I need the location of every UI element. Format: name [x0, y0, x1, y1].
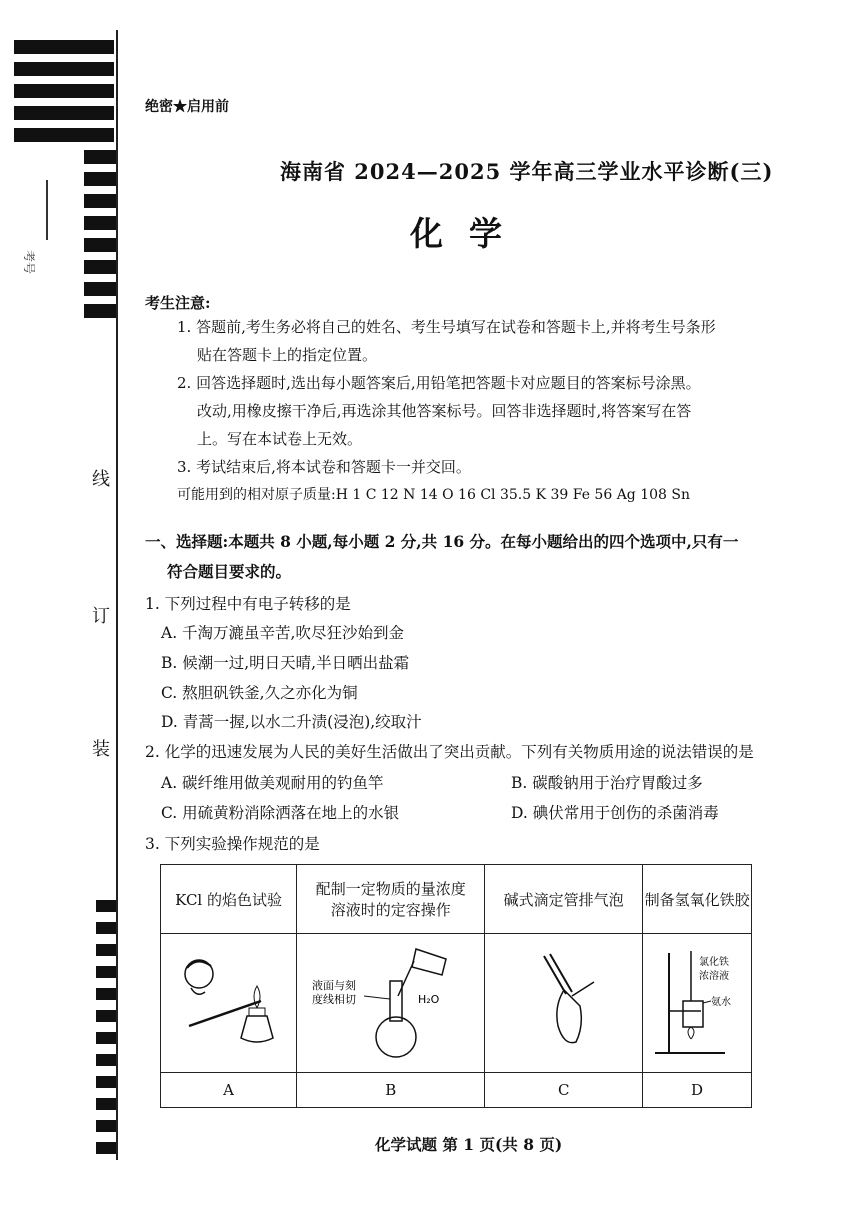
- side-label: 考号: [22, 250, 36, 275]
- notice-line: 上。写在本试卷上无效。: [197, 430, 363, 448]
- notice-heading: 考生注意:: [145, 294, 211, 312]
- figure-d: [643, 934, 752, 1073]
- binding-stripe: [96, 922, 116, 934]
- q2-option-b: B. 碳酸钠用于治疗胃酸过多: [511, 774, 703, 792]
- binding-stripe: [84, 282, 116, 296]
- page-footer: 化学试题 第 1 页(共 8 页): [375, 1135, 563, 1154]
- side-char-zhuang: 装: [92, 739, 110, 760]
- figure-d-label1: 氯化铁: [699, 957, 730, 968]
- q1-option-b: B. 候潮一过,明日天晴,半日晒出盐霜: [161, 654, 410, 672]
- exam-title: 海南省 2024—2025 学年高三学业水平诊断(三): [280, 159, 774, 184]
- binding-stripe: [96, 1120, 116, 1132]
- binding-stripe: [84, 172, 116, 186]
- section-heading-cont: 符合题目要求的。: [167, 562, 292, 581]
- binding-stripe: [84, 260, 116, 274]
- binding-line: [116, 30, 118, 1160]
- figure-c: [485, 934, 643, 1073]
- figure-b-h2o: H₂O: [417, 993, 440, 1006]
- figure-b-label2: 度线相切: [311, 993, 356, 1006]
- subject-title: 化学: [410, 214, 528, 253]
- notice-line: 2. 回答选择题时,选出每小题答案后,用铅笔把答题卡对应题目的答案标号涂黑。: [177, 374, 701, 392]
- side-char-ding: 订: [92, 606, 110, 627]
- figure-d-label2: 浓溶液: [699, 971, 730, 982]
- secret-mark: 绝密★启用前: [145, 99, 229, 115]
- colloid-figure: [645, 941, 749, 1061]
- binding-stripe: [84, 150, 116, 164]
- table-header-d: 制备氢氧化铁胶: [643, 865, 752, 934]
- binding-stripe: [84, 194, 116, 208]
- q3-stem: 3. 下列实验操作规范的是: [145, 835, 320, 853]
- binding-stripe: [14, 40, 114, 54]
- binding-stripe: [84, 216, 116, 230]
- side-dash: [46, 180, 48, 240]
- q2-option-c: C. 用硫黄粉消除洒落在地上的水银: [161, 804, 400, 822]
- binding-stripe: [96, 1032, 116, 1044]
- option-label-c: C: [485, 1073, 643, 1108]
- option-label-a: A: [161, 1073, 297, 1108]
- binding-stripe: [96, 1054, 116, 1066]
- table-header-c: 碱式滴定管排气泡: [485, 865, 643, 934]
- notice-line: 改动,用橡皮擦干净后,再选涂其他答案标号。回答非选择题时,将答案写在答: [197, 402, 692, 420]
- q2-option-d: D. 碘伏常用于创伤的杀菌消毒: [511, 804, 719, 822]
- atomic-mass-line: 可能用到的相对原子质量:H 1 C 12 N 14 O 16 Cl 35.5 K 39 Fe 56 Ag 108 Sn: [177, 487, 691, 503]
- figure-b: [297, 934, 485, 1073]
- figure-d-label3: 氨水: [711, 997, 732, 1008]
- binding-stripe: [96, 1142, 116, 1154]
- q1-option-d: D. 青蒿一握,以水二升渍(浸泡),绞取汁: [161, 713, 422, 731]
- volumetric-flask-figure: [306, 941, 476, 1061]
- q2-option-a: A. 碳纤维用做美观耐用的钓鱼竿: [161, 774, 384, 792]
- figure-a: [161, 934, 297, 1073]
- binding-stripe: [14, 84, 114, 98]
- q3-experiment-table: [160, 864, 752, 1108]
- binding-stripe: [14, 62, 114, 76]
- binding-stripe: [96, 1076, 116, 1088]
- notice-line: 1. 答题前,考生务必将自己的姓名、考生号填写在试卷和答题卡上,并将考生号条形: [177, 318, 716, 336]
- q1-option-a: A. 千淘万漉虽辛苦,吹尽狂沙始到金: [161, 624, 404, 642]
- binding-stripe: [14, 106, 114, 120]
- binding-stripe: [96, 944, 116, 956]
- binding-stripe: [96, 1098, 116, 1110]
- binding-stripe: [84, 238, 116, 252]
- notice-line: 贴在答题卡上的指定位置。: [197, 346, 378, 364]
- flame-test-figure: [169, 946, 289, 1056]
- binding-stripe: [96, 966, 116, 978]
- section-heading: 一、选择题:本题共 8 小题,每小题 2 分,共 16 分。在每小题给出的四个选项中,只有一: [145, 532, 739, 551]
- option-label-b: B: [297, 1073, 485, 1108]
- q1-stem: 1. 下列过程中有电子转移的是: [145, 595, 351, 613]
- option-label-d: D: [643, 1073, 752, 1108]
- binding-stripe: [96, 988, 116, 1000]
- binding-stripe: [84, 304, 116, 318]
- figure-b-label1: 液面与刻: [311, 979, 356, 992]
- binding-stripe: [96, 1010, 116, 1022]
- table-header-b: 配制一定物质的量浓度 溶液时的定容操作: [297, 865, 485, 934]
- q2-stem: 2. 化学的迅速发展为人民的美好生活做出了突出贡献。下列有关物质用途的说法错误的是: [145, 743, 754, 761]
- binding-stripe: [14, 128, 114, 142]
- q1-option-c: C. 熬胆矾铁釜,久之亦化为铜: [161, 684, 358, 702]
- binding-stripe: [96, 900, 116, 912]
- burette-figure: [514, 946, 614, 1056]
- binding-strip: [0, 0, 118, 1227]
- table-header-a: KCl 的焰色试验: [161, 865, 297, 934]
- notice-line: 3. 考试结束后,将本试卷和答题卡一并交回。: [177, 458, 471, 476]
- side-char-xian: 线: [92, 469, 110, 490]
